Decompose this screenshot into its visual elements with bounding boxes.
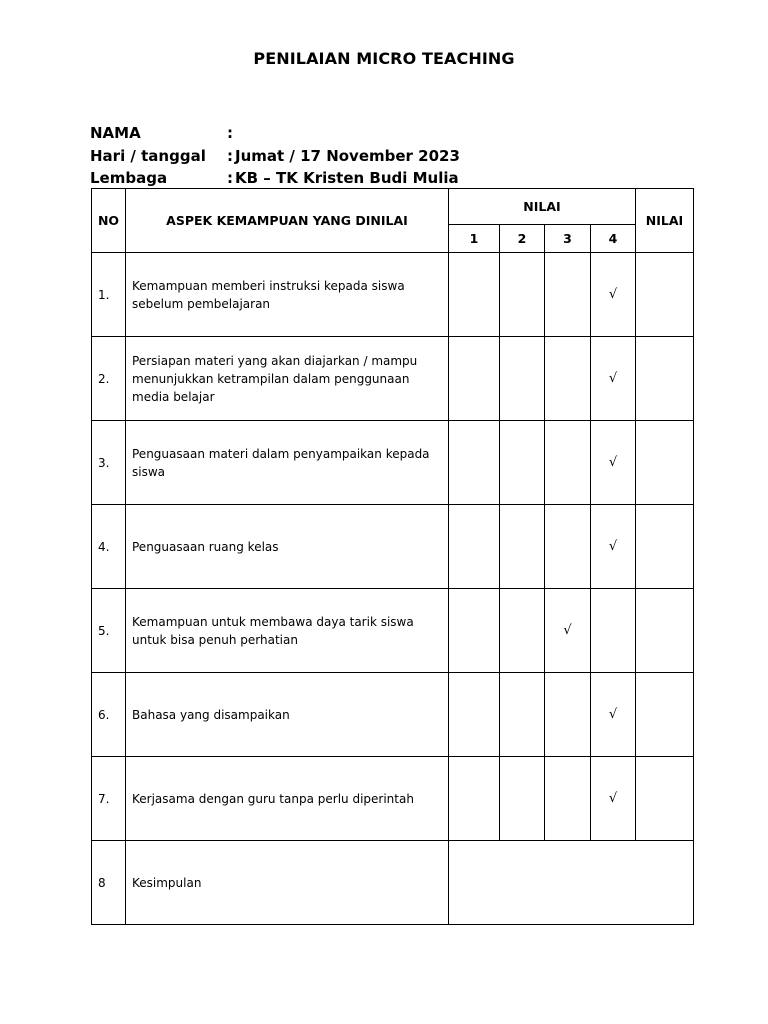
info-label: Lembaga	[90, 169, 168, 187]
score-cell-1	[449, 673, 500, 757]
nilai-total-cell	[636, 505, 694, 589]
score-cell-4	[591, 757, 636, 841]
row-number: 3.	[92, 421, 126, 505]
aspect-description: Bahasa yang disampaikan	[126, 673, 449, 757]
score-cell-3	[545, 589, 591, 673]
row-number: 8	[92, 841, 126, 925]
score-cell-3	[545, 757, 591, 841]
aspect-description: Penguasaan materi dalam penyampaikan kepada siswa	[126, 421, 449, 505]
check-mark-icon: √	[608, 287, 618, 302]
header-score-3: 3	[545, 225, 591, 253]
score-cell-4	[591, 589, 636, 673]
check-mark-icon: √	[608, 371, 618, 386]
summary-row	[92, 841, 694, 925]
table-row	[92, 589, 694, 673]
nilai-total-cell	[636, 673, 694, 757]
aspect-description: Kemampuan memberi instruksi kepada siswa sebelum pembelajaran	[126, 253, 449, 337]
assessment-table	[91, 188, 694, 925]
info-separator: :	[227, 169, 233, 187]
nilai-total-cell	[636, 253, 694, 337]
info-row-nama	[90, 122, 460, 145]
header-no: NO	[92, 189, 126, 253]
table-row	[92, 673, 694, 757]
check-mark-icon: √	[608, 707, 618, 722]
score-cell-1	[449, 505, 500, 589]
score-cell-3	[545, 421, 591, 505]
info-row-lembaga	[90, 167, 460, 190]
aspect-description: Kemampuan untuk membawa daya tarik siswa untuk bisa penuh perhatian	[126, 589, 449, 673]
score-cell-4	[591, 421, 636, 505]
row-number: 5.	[92, 589, 126, 673]
score-cell-3	[545, 253, 591, 337]
header-aspek: ASPEK KEMAMPUAN YANG DINILAI	[126, 189, 449, 253]
nilai-total-cell	[636, 421, 694, 505]
summary-label: Kesimpulan	[126, 841, 449, 925]
nilai-total-cell	[636, 589, 694, 673]
score-cell-4	[591, 673, 636, 757]
check-mark-icon: √	[563, 623, 572, 638]
info-row-tanggal	[90, 145, 460, 168]
aspect-description: Penguasaan ruang kelas	[126, 505, 449, 589]
header-score-2: 2	[500, 225, 545, 253]
table-row	[92, 505, 694, 589]
nilai-total-cell	[636, 337, 694, 421]
score-cell-1	[449, 337, 500, 421]
score-cell-1	[449, 253, 500, 337]
score-cell-1	[449, 421, 500, 505]
score-cell-4	[591, 253, 636, 337]
info-label: NAMA	[90, 124, 141, 142]
table-row	[92, 337, 694, 421]
nilai-total-cell	[636, 757, 694, 841]
score-cell-2	[500, 337, 545, 421]
score-cell-4	[591, 337, 636, 421]
row-number: 1.	[92, 253, 126, 337]
info-value: KB – TK Kristen Budi Mulia	[235, 169, 459, 187]
score-cell-3	[545, 337, 591, 421]
check-mark-icon: √	[608, 791, 618, 806]
table-row	[92, 421, 694, 505]
score-cell-2	[500, 589, 545, 673]
row-number: 6.	[92, 673, 126, 757]
score-cell-3	[545, 505, 591, 589]
check-mark-icon: √	[608, 455, 618, 470]
info-separator: :	[227, 146, 233, 165]
page-title: PENILAIAN MICRO TEACHING	[253, 49, 515, 68]
info-separator: :	[227, 124, 233, 142]
aspect-description: Kerjasama dengan guru tanpa perlu diperintah	[126, 757, 449, 841]
score-cell-1	[449, 757, 500, 841]
info-value: Jumat / 17 November 2023	[235, 146, 460, 165]
aspect-description: Persiapan materi yang akan diajarkan / mampu menunjukkan ketrampilan dalam penggunaan media belajar	[126, 337, 449, 421]
score-cell-1	[449, 589, 500, 673]
row-number: 2.	[92, 337, 126, 421]
header-score-4: 4	[591, 225, 636, 253]
table-row	[92, 253, 694, 337]
row-number: 4.	[92, 505, 126, 589]
info-label: Hari / tanggal	[90, 146, 206, 165]
header-nilai-total: NILAI	[636, 189, 694, 253]
score-cell-4	[591, 505, 636, 589]
score-cell-2	[500, 505, 545, 589]
row-number: 7.	[92, 757, 126, 841]
check-mark-icon: √	[608, 539, 618, 554]
header-score-1: 1	[449, 225, 500, 253]
table-row	[92, 757, 694, 841]
score-cell-3	[545, 673, 591, 757]
info-block	[90, 122, 460, 190]
score-cell-2	[500, 757, 545, 841]
header-nilai-group: NILAI	[449, 189, 636, 225]
score-cell-2	[500, 253, 545, 337]
summary-value-cell	[449, 841, 694, 925]
score-cell-2	[500, 673, 545, 757]
score-cell-2	[500, 421, 545, 505]
table-body	[92, 253, 694, 925]
